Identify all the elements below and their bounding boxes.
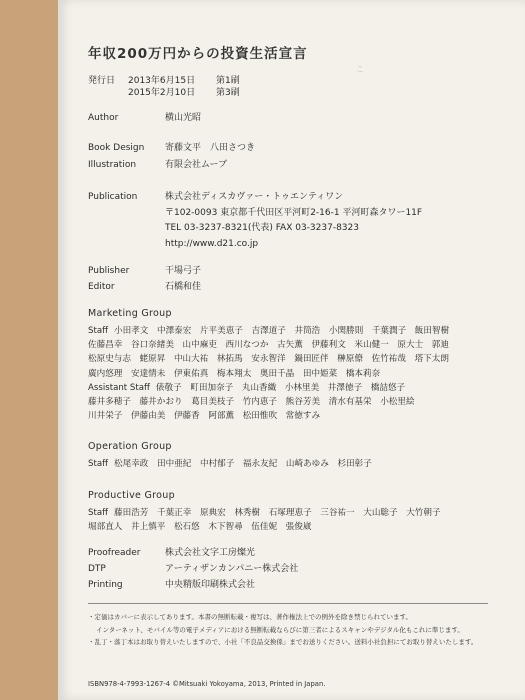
productive-group-title: Productive Group: [88, 490, 175, 501]
first-print-edition: 第1刷: [216, 76, 240, 86]
third-print-date: 2015年2月10日: [128, 88, 196, 98]
dtp-name: アーティザンカンパニー株式会社: [165, 564, 299, 574]
productive-staff-label: Staff: [88, 508, 109, 518]
author-name: 横山光昭: [165, 113, 202, 123]
publisher-label: Publisher: [88, 266, 130, 276]
illustration-label: Illustration: [88, 160, 137, 170]
book-design-label: Book Design: [88, 143, 145, 153]
marketing-staff-line: 廣内悠理 安達情未 伊東佑真 梅本翔太 奥田千晶 田中姫菜 橋本莉奈: [88, 368, 381, 379]
publication-phone: TEL 03-3237-8321(代表) FAX 03-3237-8323: [165, 223, 359, 233]
colophon-page: [58, 0, 525, 700]
publication-address: 〒102-0093 東京都千代田区平河町2-16-1 平河町森タワー11F: [165, 207, 423, 218]
publication-dates: [88, 75, 240, 99]
assistant-staff-line: 藤井多穂子 藤井かおり 葛目美枝子 竹内恵子 熊谷芳美 清水有基栄 小松里絵: [88, 397, 415, 408]
assistant-staff-line: 俵敬子 町田加奈子 丸山香織 小林里美 井澤徳子 橋詰悠子: [155, 382, 406, 393]
operation-staff-line: 松尾幸政 田中亜紀 中村郁子 福永友紀 山崎あゆみ 杉田彰子: [114, 459, 372, 469]
publication-company: 株式会社ディスカヴァー・トゥエンティワン: [165, 192, 344, 202]
operation-staff-label: Staff: [88, 459, 109, 469]
author-label: Author: [88, 113, 119, 123]
illustration-name: 有限会社ムーブ: [165, 160, 228, 170]
printing-label: Printing: [88, 580, 123, 590]
assistant-staff-label: Assistant Staff: [88, 382, 150, 393]
editor-label: Editor: [88, 282, 115, 292]
publication-url: http://www.d21.co.jp: [165, 238, 259, 249]
marketing-group-title: Marketing Group: [88, 308, 172, 319]
bleed-through-text: こ: [356, 65, 364, 74]
proofreader-label: Proofreader: [88, 548, 141, 558]
printing-name: 中央精版印刷株式会社: [165, 580, 256, 590]
marketing-staff-line: 佐藤昌幸 谷口奈緒美 山中麻吏 西川なつか 古矢薫 伊藤利文 米山健一 原大士 郭迪: [88, 340, 449, 351]
proofreader-name: 株式会社文字工房燦光: [165, 548, 256, 558]
book-design-names: 寄藤文平 八田さつき: [165, 143, 256, 153]
publisher-name: 干場弓子: [165, 266, 202, 276]
isbn-copyright: ISBN978-4-7993-1267-4 ©Mitsuaki Yokoyama, 2013, Printed in Japan.: [88, 680, 326, 688]
marketing-group-members: [88, 324, 449, 423]
marketing-staff-line: 小田孝文 中澤泰宏 片平美恵子 吉澤道子 井筒浩 小関勝則 千葉潤子 飯田智樹: [114, 326, 450, 336]
legal-note: ・定価はカバーに表示してあります。本書の無断転載・複写は、著作権法上での例外を除き禁じられています。: [88, 613, 412, 621]
publication-date-label: 発行日: [88, 76, 116, 86]
productive-staff-line: 藤田浩芳 千葉正幸 原典宏 林秀樹 石塚理恵子 三谷祐一 大山聡子 大竹朝子: [114, 508, 441, 518]
assistant-staff-line: 川井栄子 伊藤由美 伊藤香 阿部薫 松田惟吹 常徳すみ: [88, 411, 321, 422]
third-print-edition: 第3刷: [216, 88, 240, 98]
operation-group-members: [88, 457, 372, 471]
dtp-label: DTP: [88, 564, 106, 574]
editor-name: 石橋和佳: [165, 282, 202, 292]
productive-staff-line: 堀部直人 井上慎平 松石悠 木下智尋 伍佳妮 張俊崴: [88, 522, 312, 533]
legal-notes: [88, 611, 477, 649]
divider: [88, 603, 488, 604]
first-print-date: 2013年6月15日: [128, 76, 196, 86]
marketing-staff-label: Staff: [88, 326, 109, 336]
marketing-staff-line: 松原史与志 蛯原昇 中山大祐 林拓馬 安永智洋 鍋田匠伴 榊原僚 佐竹祐哉 塔下太朗: [88, 354, 449, 365]
operation-group-title: Operation Group: [88, 441, 172, 452]
book-title: 年収200万円からの投資生活宣言: [88, 46, 308, 62]
productive-group-members: [88, 506, 441, 534]
legal-note: ・乱丁・落丁本はお取り替えいたしますので、小社「不良品交換係」までお送りください。送料小社負担にてお取り替えいたします。: [88, 638, 478, 647]
publication-label: Publication: [88, 192, 138, 202]
legal-note: インターネット、モバイル等の電子メディアにおける無断転載ならびに第三者によるスキャンやデジタル化もこれに準じます。: [96, 625, 464, 634]
